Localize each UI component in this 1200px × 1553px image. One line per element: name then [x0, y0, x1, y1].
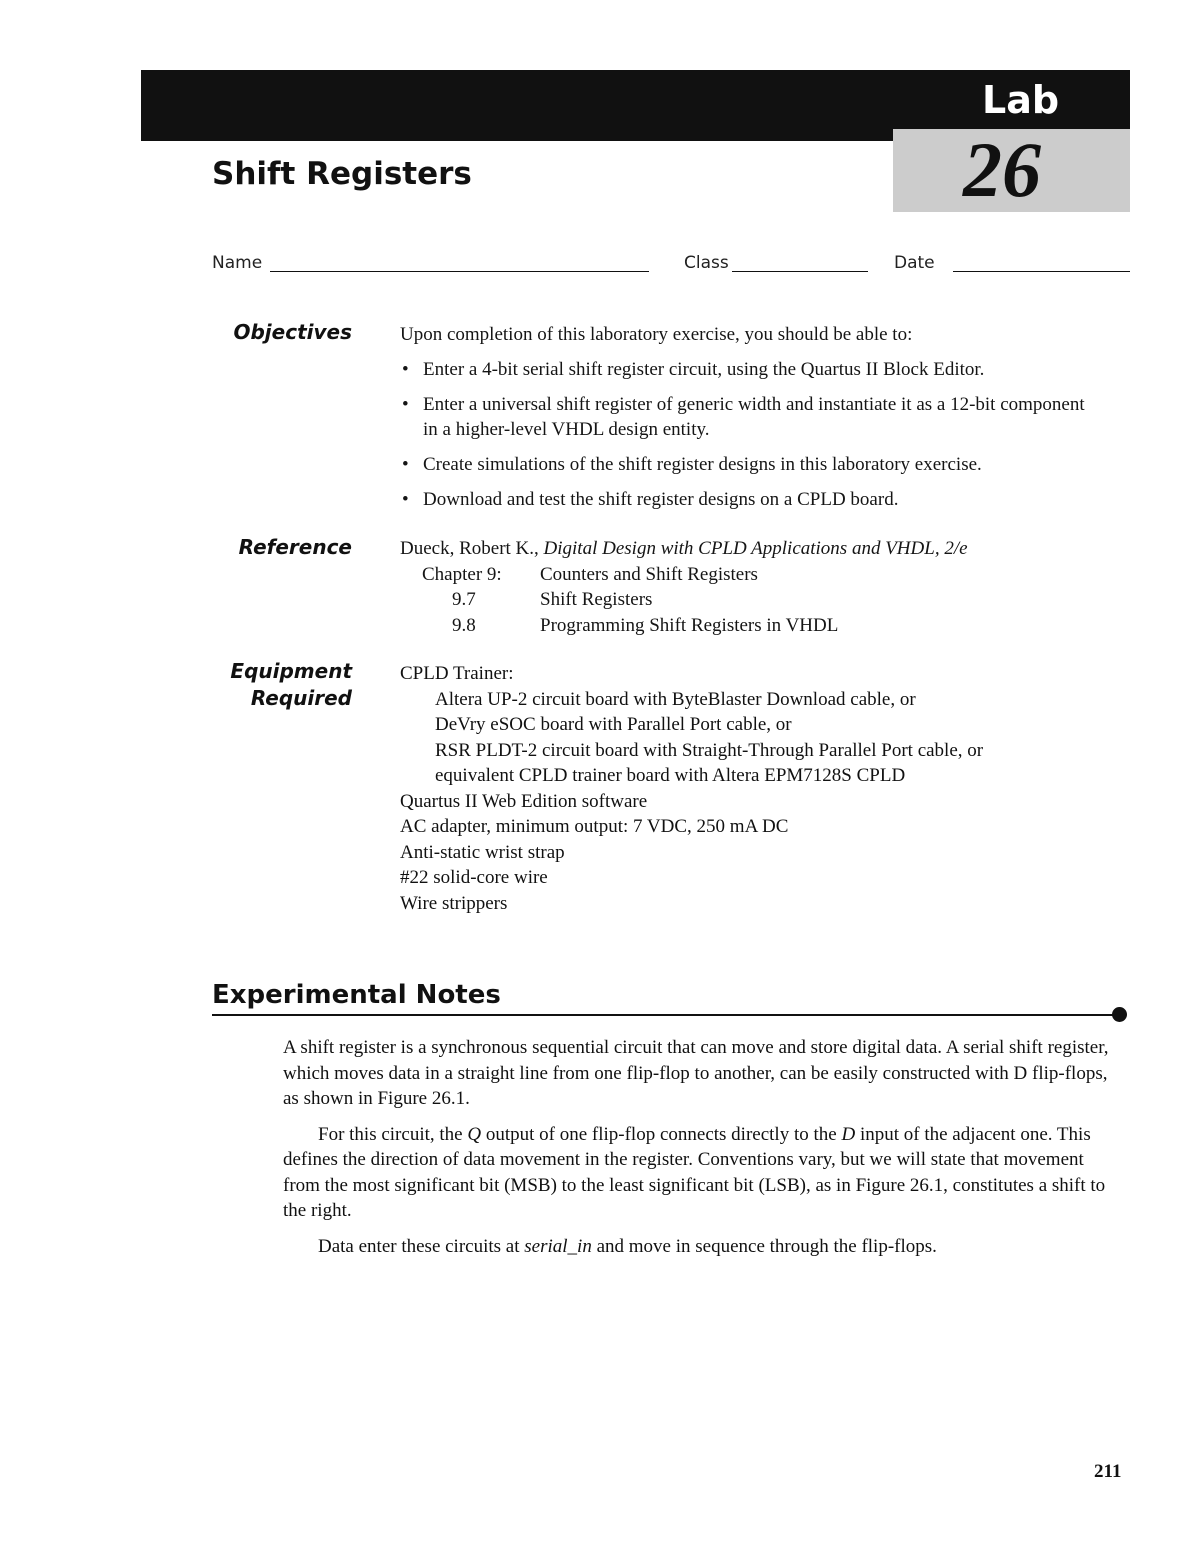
section-title: Shift Registers: [540, 589, 653, 610]
table-row: [400, 562, 838, 588]
notes-body: [283, 1035, 1113, 1269]
reference-section: [400, 536, 1120, 638]
equipment-label: [230, 658, 352, 712]
list-item: equivalent CPLD trainer board with Altera EPM7128S CPLD: [435, 765, 906, 786]
equipment-section: [400, 661, 1120, 916]
section-number: 9.8: [452, 614, 476, 636]
lab-number-box: [893, 126, 1130, 213]
name-field[interactable]: [270, 271, 649, 272]
list-item: AC adapter, minimum output: 7 VDC, 250 mA DC: [400, 816, 789, 837]
lab-number: 26: [963, 126, 1041, 213]
p3-text-a: Data enter these circuits at: [318, 1235, 525, 1257]
notes-paragraph-2: [283, 1122, 1113, 1224]
p3-text-b: and move in sequence through the flip-flops.: [591, 1235, 937, 1257]
list-item: Wire strippers: [400, 892, 508, 914]
date-field[interactable]: [953, 271, 1130, 272]
list-item: Quartus II Web Edition software: [400, 790, 648, 812]
reference-book-title: Digital Design with CPLD Applications and VHDL, 2/e: [543, 538, 968, 559]
list-item: • Enter a universal shift register of generic width and instantiate it as a 12-bit component in a higher-level VHDL design entity.: [400, 392, 1100, 442]
objectives-section: [400, 322, 1100, 522]
section-divider: [212, 1014, 1120, 1016]
class-field[interactable]: [732, 271, 868, 272]
reference-label: Reference: [238, 535, 352, 559]
p2-text-c: input of the adjacent one. This defines the direction of data movement in the register. Conventions vary, but we will state that movement from the most significant bit (MSB) to the least significant bit (LSB), as in Figure 26.1, constitutes a shift to the right.: [283, 1123, 1106, 1221]
reference-author: Dueck, Robert K.,: [400, 538, 544, 559]
equipment-label-line2: Required: [250, 686, 352, 710]
table-row: [400, 587, 838, 613]
trainer-heading: CPLD Trainer:: [400, 663, 514, 684]
lab-word: Lab: [982, 78, 1060, 122]
lab-label-area: [0, 78, 1130, 124]
reference-citation: [400, 536, 1120, 562]
objectives-list: [400, 357, 1100, 512]
list-item: • Download and test the shift register designs on a CPLD board.: [400, 487, 1100, 512]
notes-paragraph-1: A shift register is a synchronous sequential circuit that can move and store digital data. A serial shift register, which moves data in a straight line from one flip-flop to another, can be easily constructed with D flip-flops, as shown in Figure 26.1.: [283, 1037, 1109, 1109]
section-title: Programming Shift Registers in VHDL: [540, 614, 839, 636]
list-item: DeVry eSOC board with Parallel Port cable, or: [435, 714, 792, 735]
list-item: RSR PLDT-2 circuit board with Straight-Through Parallel Port cable, or: [435, 739, 984, 761]
page-number: 211: [1094, 1461, 1122, 1482]
list-item: #22 solid-core wire: [400, 867, 548, 888]
equipment-label-line1: Equipment: [230, 659, 352, 683]
objectives-label: Objectives: [233, 320, 352, 344]
list-item: • Enter a 4-bit serial shift register circuit, using the Quartus II Block Editor.: [400, 357, 1100, 382]
notes-heading: Experimental Notes: [212, 980, 501, 1010]
name-label: Name: [212, 253, 263, 273]
p2-d-symbol: D: [841, 1123, 856, 1145]
objectives-intro: Upon completion of this laboratory exercise, you should be able to:: [400, 324, 913, 345]
p3-serial-in: serial_in: [524, 1235, 592, 1257]
list-item: Anti-static wrist strap: [400, 841, 565, 863]
list-item: • Create simulations of the shift register designs in this laboratory exercise.: [400, 452, 1100, 477]
chapter-title: Counters and Shift Registers: [540, 563, 758, 585]
date-label: Date: [894, 253, 935, 273]
page-title: Shift Registers: [212, 156, 472, 192]
chapter-number: Chapter 9:: [422, 563, 502, 585]
list-item: Altera UP-2 circuit board with ByteBlaster Download cable, or: [435, 688, 916, 710]
notes-paragraph-3: [283, 1234, 1113, 1260]
reference-chapters: [400, 562, 838, 639]
p2-text-b: output of one flip-flop connects directly to the: [481, 1123, 842, 1145]
p2-q-symbol: Q: [467, 1123, 482, 1145]
p2-text-a: For this circuit, the: [318, 1123, 468, 1145]
class-label: Class: [684, 253, 729, 273]
section-number: 9.7: [452, 589, 476, 610]
table-row: [400, 613, 838, 639]
bullet-dot-icon: [1112, 1007, 1127, 1022]
